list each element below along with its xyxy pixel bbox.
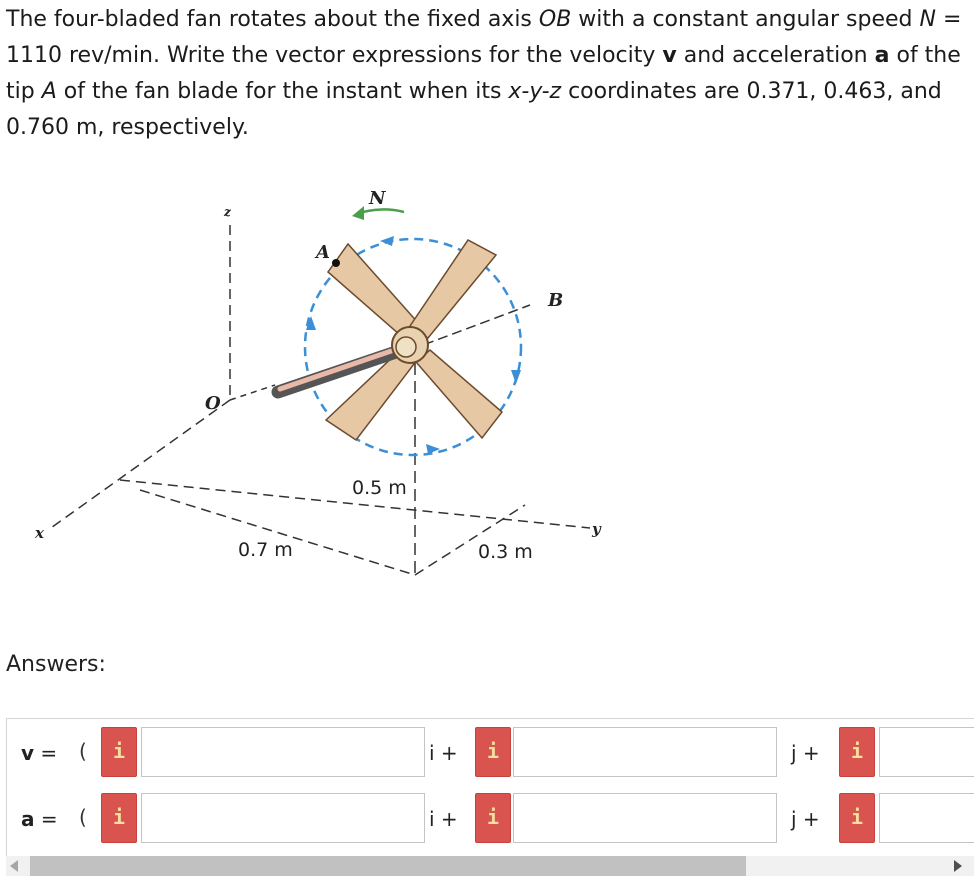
acceleration-eq: =	[34, 807, 58, 831]
velocity-label	[21, 741, 57, 765]
info-glyph: i	[486, 739, 500, 763]
acceleration-symbol: a	[21, 807, 35, 831]
velocity-paren: (	[79, 739, 87, 763]
info-glyph: i	[850, 739, 864, 763]
problem-ob: OB	[538, 7, 572, 32]
problem-text-5: of the tip	[6, 43, 961, 104]
acceleration-row	[7, 793, 974, 845]
dim-line-03	[415, 505, 525, 575]
problem-xyz: x-y-z	[508, 79, 562, 104]
problem-text-7: coordinates are 0.371, 0.463, and 0.760 m, respectively.	[6, 79, 942, 140]
axis-to-o	[230, 385, 275, 400]
rotation-arrow-right	[511, 370, 521, 384]
n-arrowhead	[352, 206, 364, 220]
label-y: y	[592, 520, 601, 538]
problem-text-1: The four-bladed fan rotates about the fixed axis	[6, 7, 539, 32]
acceleration-j-suffix: j +	[791, 807, 820, 831]
velocity-j-input[interactable]	[513, 727, 777, 777]
problem-statement	[6, 2, 968, 146]
velocity-row	[7, 727, 974, 779]
acceleration-k-input[interactable]	[879, 793, 974, 843]
velocity-symbol: v	[21, 741, 35, 765]
info-icon[interactable]	[839, 793, 875, 843]
info-glyph: i	[112, 739, 126, 763]
rotation-arrow-bottom	[426, 444, 440, 454]
label-n: N	[369, 188, 386, 209]
tip-point-a	[332, 259, 340, 267]
fan-blade-lower-right	[416, 350, 502, 438]
info-icon[interactable]	[101, 793, 137, 843]
answer-area	[6, 718, 974, 860]
problem-n: N	[919, 7, 936, 32]
info-icon[interactable]	[475, 793, 511, 843]
acceleration-label	[21, 807, 58, 831]
horizontal-scrollbar[interactable]	[6, 856, 974, 876]
acceleration-paren: (	[79, 805, 87, 829]
scroll-thumb[interactable]	[30, 856, 746, 876]
acceleration-i-suffix: i +	[429, 807, 458, 831]
velocity-j-suffix: j +	[791, 741, 820, 765]
info-glyph: i	[112, 805, 126, 829]
info-glyph: i	[486, 805, 500, 829]
answers-label: Answers:	[6, 652, 106, 677]
dim-07m: 0.7 m	[238, 539, 293, 561]
fan-diagram	[0, 150, 974, 620]
info-glyph: i	[850, 805, 864, 829]
velocity-i-input[interactable]	[141, 727, 425, 777]
label-a: A	[316, 242, 330, 263]
problem-text-4: and acceleration	[676, 43, 875, 68]
velocity-k-input[interactable]	[879, 727, 974, 777]
dim-line-07	[140, 490, 415, 575]
x-axis	[48, 400, 230, 530]
rotation-arrow-top	[380, 236, 394, 246]
fan-blade-upper-left	[328, 244, 420, 335]
info-icon[interactable]	[475, 727, 511, 777]
problem-text-6: of the fan blade for the instant when its	[56, 79, 509, 104]
info-icon[interactable]	[839, 727, 875, 777]
label-b: B	[548, 290, 564, 311]
acceleration-i-input[interactable]	[141, 793, 425, 843]
label-o: O	[205, 393, 221, 414]
fan-hub-inner	[396, 337, 416, 357]
info-icon[interactable]	[101, 727, 137, 777]
problem-text-2: with a constant angular speed	[571, 7, 920, 32]
problem-tip-a: A	[41, 79, 57, 104]
problem-text-3: = 1110 rev/min. Write the vector expressions for the velocity	[6, 7, 962, 68]
velocity-eq: =	[34, 741, 58, 765]
acceleration-j-input[interactable]	[513, 793, 777, 843]
scroll-left-icon[interactable]	[10, 860, 18, 872]
label-x: x	[35, 524, 44, 542]
label-z: z	[224, 205, 231, 219]
scroll-right-icon[interactable]	[954, 860, 962, 872]
dim-05m: 0.5 m	[352, 477, 407, 499]
problem-a: a	[874, 43, 890, 68]
velocity-i-suffix: i +	[429, 741, 458, 765]
problem-v: v	[662, 43, 677, 68]
dim-03m: 0.3 m	[478, 541, 533, 563]
